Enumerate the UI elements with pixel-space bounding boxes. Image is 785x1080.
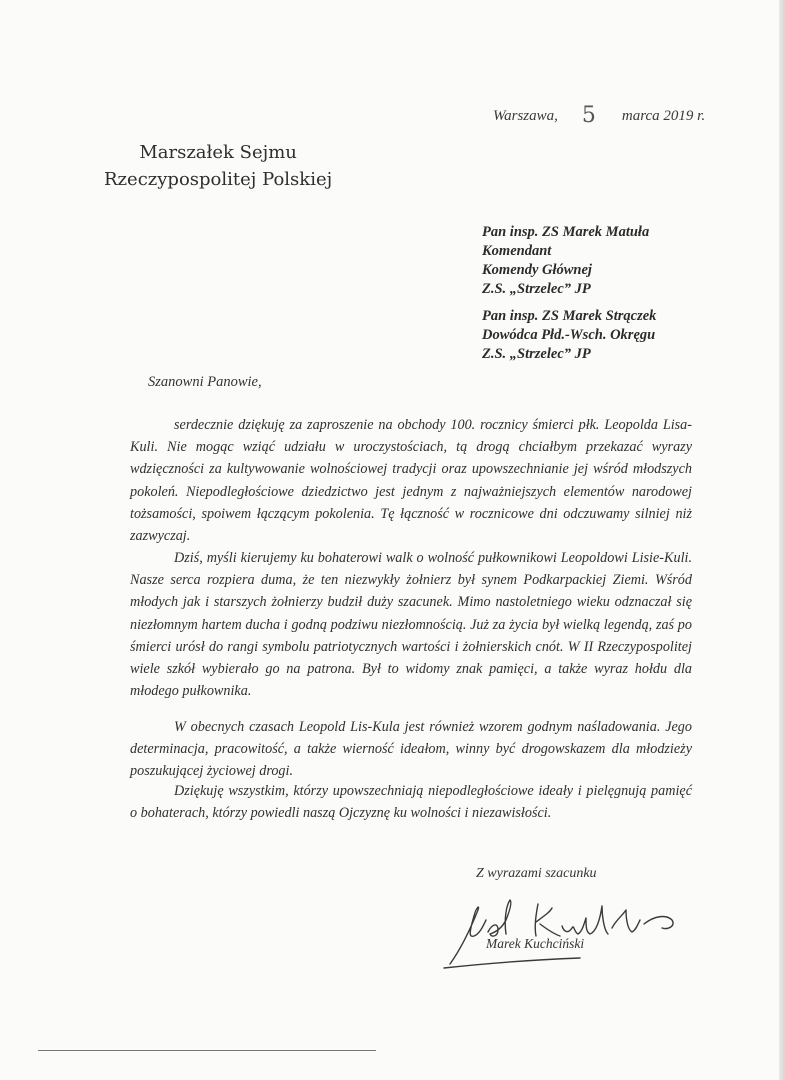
paragraph-text: Dziękuję wszystkim, którzy upowszechniają niepodległościowe ideały i pielęgnują pamięć o bohaterach, którzy powiedli naszą Ojczyznę ku wolności i niezawisłości.: [130, 783, 692, 822]
date-month-year: marca 2019 r.: [621, 108, 706, 124]
bottom-divider: [38, 1050, 376, 1051]
paragraph-text: serdecznie dziękuję za zaproszenie na obchody 100. rocznicy śmierci płk. Leopolda Lisa-Kuli. Nie mogąc wziąć udziału w uroczystościach, tą drogą chciałbym przekazać wyrazy wdzięczności za kultywowanie wolnościowej tradycji oraz upowszechnianie jej wśród młodszych pokoleń. Niepodległościowe dziedzictwo jest jednym z najważniejszych elementów narodowej tożsamości, spoiwem łączącym pokolenia. Tę łączność w rocznicowe dni odczuwamy silniej niż zazwyczaj.: [130, 417, 692, 545]
page-edge-shadow: [779, 0, 785, 1080]
issuer-title: Marszałek Sejmu: [139, 142, 297, 163]
signatory-name: Marek Kuchciński: [486, 936, 585, 951]
addressee-1-org: Z.S. „Strzelec” JP: [482, 281, 591, 297]
addressee-1-unit: Komendy Głównej: [482, 262, 592, 278]
date-day: 5: [581, 103, 596, 128]
greeting: Szanowni Panowie,: [148, 374, 262, 390]
issuer-institution: Rzeczypospolitej Polskiej: [104, 169, 333, 190]
addressee-2-name: Pan insp. ZS Marek Strączek: [482, 308, 657, 324]
body-paragraph-4: [130, 780, 692, 824]
date-city: Warszawa,: [493, 108, 558, 124]
body-paragraph-3: [130, 716, 692, 783]
closing-phrase: Z wyrazami szacunku: [476, 866, 597, 881]
issuer-block: [104, 139, 332, 193]
addressee-2: [482, 307, 656, 364]
addressee-2-org: Z.S. „Strzelec” JP: [482, 346, 591, 362]
addressee-1-name: Pan insp. ZS Marek Matuła: [482, 224, 650, 240]
addressee-1: [482, 223, 649, 299]
addressee-2-role: Dowódca Płd.-Wsch. Okręgu: [482, 327, 656, 343]
date-line: [493, 101, 705, 126]
addressee-1-role: Komendant: [482, 243, 552, 259]
paragraph-text: Dziś, myśli kierujemy ku bohaterowi walk o wolność pułkownikowi Leopoldowi Lisie-Kuli. Nasze serca rozpiera duma, że ten niezwykły żołnierz był synem Podkarpackiej Ziemi. Wśród młodych jak i starszych żołnierzy budził duży szacunek. Mimo nastoletniego wieku odznaczał się niezłomnym hartem ducha i godną podziwu niezłomnością. Już za życia był wielką legendą, zaś po śmierci urósł do rangi symbolu patriotycznych wartości i żołnierskich cnót. W II Rzeczypospolitej wiele szkół wybierało go na patrona. Był to widomy znak pamięci, a także wyraz hołdu dla młodego pułkownika.: [130, 550, 692, 700]
handwritten-signature: [440, 880, 700, 970]
body-paragraph-1: [130, 414, 692, 547]
paragraph-text: W obecnych czasach Leopold Lis-Kula jest również wzorem godnym naśladowania. Jego determinacja, pracowitość, a także wierność ideałom, winny być drogowskazem dla młodzieży poszukującej życiowej drogi.: [130, 719, 692, 780]
body-paragraph-2: [130, 547, 692, 702]
